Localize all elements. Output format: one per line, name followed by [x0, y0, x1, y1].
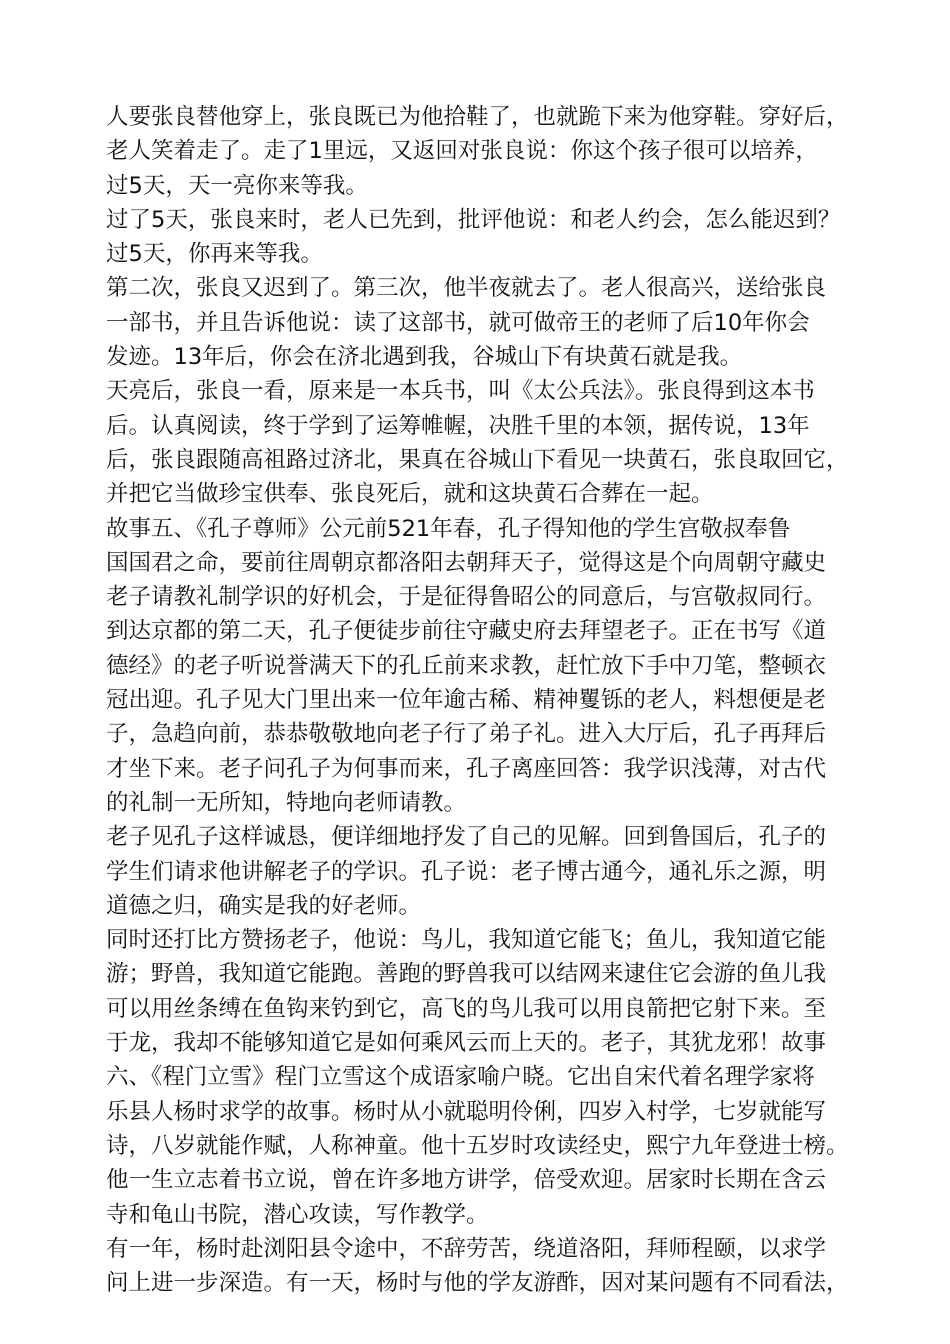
text-line: 子，急趋向前，恭恭敬敬地向老子行了弟子礼。进入大厅后，孔子再拜后 [106, 721, 827, 748]
text-line: 寺和龟山书院，潜心攻读，写作教学。 [106, 1201, 489, 1228]
text-line: 冠出迎。孔子见大门里出来一位年逾古稀、精神矍铄的老人，料想便是老 [106, 687, 827, 714]
text-line: 过5天，天一亮你来等我。 [106, 172, 368, 199]
text-line: 乐县人杨时求学的故事。杨时从小就聪明伶俐，四岁入村学，七岁就能写 [106, 1098, 827, 1125]
text-line: 国国君之命，要前往周朝京都洛阳去朝拜天子，觉得这是个向周朝守藏史 [106, 549, 827, 576]
text-line: 道德之归，确实是我的好老师。 [106, 892, 422, 919]
text-line: 天亮后，张良一看，原来是一本兵书，叫《太公兵法》。张良得到这本书 [106, 378, 815, 405]
text-line: 老子见孔子这样诚恳，便详细地抒发了自己的见解。回到鲁国后，孔子的 [106, 824, 827, 851]
text-line: 故事五、《孔子尊师》公元前521年春，孔子得知他的学生宫敬叔奉鲁 [106, 515, 791, 542]
text-line: 发迹。13年后，你会在济北遇到我，谷城山下有块黄石就是我。 [106, 344, 743, 371]
text-line: 老子请教礼制学识的好机会，于是征得鲁昭公的同意后，与宫敬叔同行。 [106, 584, 827, 611]
text-line: 有一年，杨时赴浏阳县令途中，不辞劳苦，绕道洛阳，拜师程颐，以求学 [106, 1235, 827, 1262]
text-line: 后，张良跟随高祖路过济北，果真在谷城山下看见一块黄石，张良取回它， [106, 446, 849, 473]
text-line: 德经》的老子听说誉满天下的孔丘前来求教，赶忙放下手中刀笔，整顿衣 [106, 652, 827, 679]
text-line: 才坐下来。老子问孔子为何事而来，孔子离座回答：我学识浅薄，对古代 [106, 755, 827, 782]
text-line: 可以用丝条缚在鱼钩来钓到它，高飞的鸟儿我可以用良箭把它射下来。至 [106, 995, 827, 1022]
text-line: 诗，八岁就能作赋，人称神童。他十五岁时攻读经史，熙宁九年登进士榜。 [106, 1132, 849, 1159]
text-line: 并把它当做珍宝供奉、张良死后，就和这块黄石合葬在一起。 [106, 481, 714, 508]
text-line: 一部书，并且告诉他说：读了这部书，就可做帝王的老师了后10年你会 [106, 309, 810, 336]
text-line: 后。认真阅读，终于学到了运筹帷幄，决胜千里的本领，据传说，13年 [106, 412, 810, 439]
text-line: 老人笑着走了。走了1里远，又返回对张良说：你这个孩子很可以培养， [106, 138, 818, 165]
text-line: 过了5天，张良来时，老人已先到，批评他说：和老人约会，怎么能迟到？ [106, 206, 841, 233]
text-line: 学生们请求他讲解老子的学识。孔子说：老子博古通今，通礼乐之源，明 [106, 858, 827, 885]
text-line: 过5天，你再来等我。 [106, 241, 323, 268]
text-line: 的礼制一无所知，特地向老师请教。 [106, 789, 467, 816]
text-line: 第二次，张良又迟到了。第三次，他半夜就去了。老人很高兴，送给张良 [106, 275, 827, 302]
text-line: 问上进一步深造。有一天，杨时与他的学友游酢，因对某问题有不同看法， [106, 1270, 849, 1297]
text-line: 于龙，我却不能够知道它是如何乘风云而上天的。老子，其犹龙邪！故事 [106, 1030, 827, 1057]
document-page [106, 100, 896, 1300]
text-line: 同时还打比方赞扬老子，他说：鸟儿，我知道它能飞；鱼儿，我知道它能 [106, 927, 827, 954]
text-line: 到达京都的第二天，孔子便徒步前往守藏史府去拜望老子。正在书写《道 [106, 618, 827, 645]
text-line: 六、《程门立雪》程门立雪这个成语家喻户晓。它出自宋代着名理学家将 [106, 1064, 815, 1091]
text-line: 人要张良替他穿上，张良既已为他拾鞋了，也就跪下来为他穿鞋。穿好后， [106, 104, 849, 130]
text-line: 游；野兽，我知道它能跑。善跑的野兽我可以结网来逮住它会游的鱼儿我 [106, 961, 827, 988]
text-line: 他一生立志着书立说，曾在许多地方讲学，倍受欢迎。居家时长期在含云 [106, 1167, 827, 1194]
